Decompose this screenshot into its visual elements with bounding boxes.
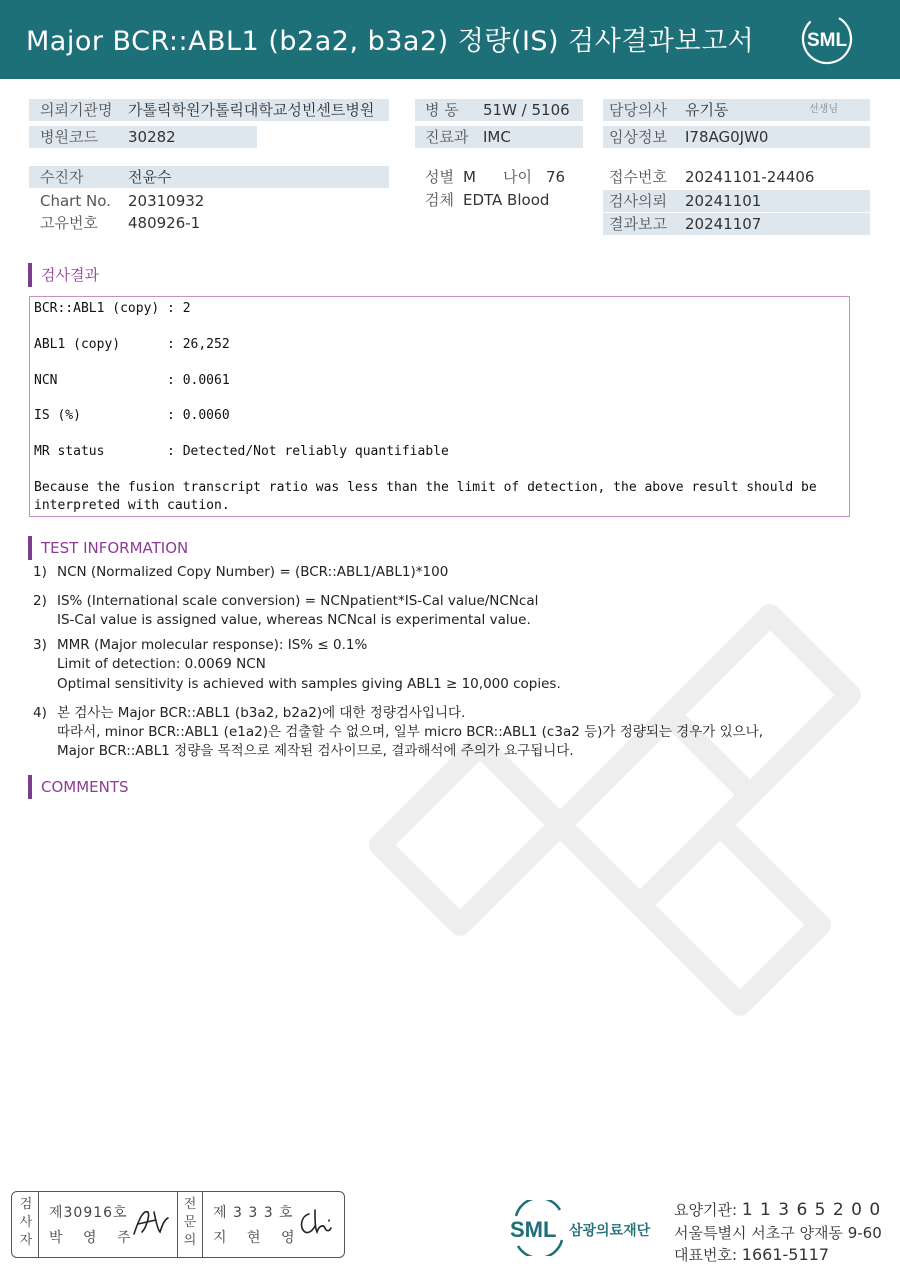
report-header	[0, 0, 900, 79]
institution-field	[29, 99, 389, 121]
patient-name-value: 전윤수	[128, 168, 172, 186]
result-note-line-1: Because the fusion transcript ratio was less than the limit of detection, the above result should be	[34, 480, 817, 495]
sml-logo-icon	[800, 12, 854, 66]
footer-code-value: 1 1 3 6 5 2 0 0	[741, 1200, 882, 1220]
doctor-value: 유기동	[685, 101, 729, 119]
test-info-num: 1)	[33, 564, 47, 580]
test-info-section-title: TEST INFORMATION	[28, 536, 188, 560]
comments-section-title: COMMENTS	[28, 775, 129, 799]
results-box	[29, 296, 850, 517]
test-info-num: 4)	[33, 705, 47, 721]
unique-no-field	[29, 212, 389, 234]
chart-no-value: 20310932	[128, 192, 205, 210]
unique-no-value: 480926-1	[128, 214, 201, 232]
specimen-field	[415, 189, 585, 211]
test-info-line: 본 검사는 Major BCR::ABL1 (b3a2, b2a2)에 대한 정량검사입니다.	[57, 705, 466, 721]
test-info-num: 2)	[33, 593, 47, 609]
report-title: Major BCR::ABL1 (b2a2, b3a2) 정량(IS) 검사결과보고서	[26, 26, 755, 57]
sex-label: 성별	[425, 168, 454, 186]
test-info-line: MMR (Major molecular response): IS% ≤ 0.1%	[57, 637, 368, 653]
institution-label: 의뢰기관명	[40, 101, 113, 119]
signature-box	[11, 1191, 345, 1258]
footer-facility-code	[674, 1199, 881, 1220]
patient-name-field	[29, 166, 389, 188]
tester-vertical-label: 검 사 자	[19, 1197, 33, 1248]
footer-sml-logo-icon	[510, 1200, 670, 1256]
specialist-name: 지 현 영	[213, 1230, 303, 1246]
report-date-field	[603, 213, 870, 235]
chart-no-field	[29, 190, 389, 212]
hospital-code-field	[29, 126, 257, 148]
footer-phone-label: 대표번호:	[674, 1246, 742, 1264]
clinical-info-label: 임상정보	[609, 128, 667, 146]
result-line-abl1: ABL1 (copy) : 26,252	[34, 337, 230, 352]
result-line-ncn: NCN : 0.0061	[34, 373, 230, 388]
tester-name: 박 영 주	[49, 1230, 139, 1246]
specialist-vertical-label: 전 문 의	[183, 1197, 197, 1248]
request-date-value: 20241101	[685, 192, 762, 210]
footer-code-label: 요양기관:	[674, 1201, 742, 1219]
results-section-title: 검사결과	[28, 263, 99, 287]
footer-org-name: 삼광의료재단	[569, 1223, 651, 1239]
ward-value: 51W / 5106	[483, 101, 570, 119]
clinical-info-value: I78AG0JW0	[685, 128, 769, 146]
doctor-suffix: 선생님	[809, 104, 838, 115]
receipt-no-value: 20241101-24406	[685, 168, 815, 186]
doctor-field	[603, 99, 870, 121]
age-value: 76	[546, 168, 566, 186]
specialist-signature-icon	[295, 1206, 339, 1240]
unique-no-label: 고유번호	[40, 214, 98, 232]
test-info-line: Major BCR::ABL1 정량을 목적으로 제작된 검사이므로, 결과해석에 주의가 요구됩니다.	[57, 743, 574, 759]
chart-no-label: Chart No.	[40, 192, 111, 210]
sex-age-field	[415, 166, 585, 188]
dept-value: IMC	[483, 128, 511, 146]
receipt-no-label: 접수번호	[609, 168, 667, 186]
test-info-line: 따라서, minor BCR::ABL1 (e1a2)은 검출할 수 없으며, 일부 micro BCR::ABL1 (c3a2 등)가 정량되는 경우가 있으나,	[57, 724, 764, 740]
age-label: 나이	[503, 168, 532, 186]
report-date-value: 20241107	[685, 215, 762, 233]
receipt-no-field	[603, 166, 870, 188]
hospital-code-value: 30282	[128, 128, 176, 146]
request-date-label: 검사의뢰	[609, 192, 667, 210]
test-info-num: 3)	[33, 637, 47, 653]
footer-logo-text: SML	[510, 1217, 557, 1242]
ward-field	[415, 99, 583, 121]
footer-phone	[674, 1244, 829, 1265]
sml-logo-text: SML	[806, 30, 848, 51]
result-note-line-2: interpreted with caution.	[34, 498, 230, 513]
result-line-mr-status: MR status : Detected/Not reliably quantifiable	[34, 444, 449, 459]
specialist-license: 제 3 3 3 호	[213, 1205, 294, 1221]
test-info-line: Optimal sensitivity is achieved with samples giving ABL1 ≥ 10,000 copies.	[57, 676, 561, 692]
doctor-label: 담당의사	[609, 101, 667, 119]
test-info-line: Limit of detection: 0.0069 NCN	[57, 656, 266, 672]
dept-field	[415, 126, 583, 148]
ward-label: 병 동	[425, 101, 459, 119]
institution-value: 가톨릭학원가톨릭대학교성빈센트병원	[128, 101, 375, 119]
footer-phone-value: 1661-5117	[741, 1245, 830, 1264]
sex-value: M	[463, 168, 476, 186]
tester-license: 제30916호	[49, 1205, 128, 1221]
clinical-info-field	[603, 126, 870, 148]
dept-label: 진료과	[425, 128, 469, 146]
specimen-value: EDTA Blood	[463, 191, 550, 209]
specimen-label: 검체	[425, 191, 454, 209]
footer-address: 서울특별시 서초구 양재동 9-60	[674, 1224, 882, 1242]
result-line-bcr-abl1: BCR::ABL1 (copy) : 2	[34, 301, 191, 316]
result-line-is: IS (%) : 0.0060	[34, 408, 230, 423]
test-info-line: IS% (International scale conversion) = NCNpatient*IS-Cal value/NCNcal	[57, 593, 539, 609]
patient-name-label: 수진자	[40, 168, 84, 186]
test-info-line: IS-Cal value is assigned value, whereas NCNcal is experimental value.	[57, 612, 531, 628]
report-date-label: 결과보고	[609, 215, 667, 233]
request-date-field	[603, 190, 870, 212]
tester-signature-icon	[130, 1206, 172, 1240]
test-info-line: NCN (Normalized Copy Number) = (BCR::ABL1/ABL1)*100	[57, 564, 449, 580]
hospital-code-label: 병원코드	[40, 128, 98, 146]
